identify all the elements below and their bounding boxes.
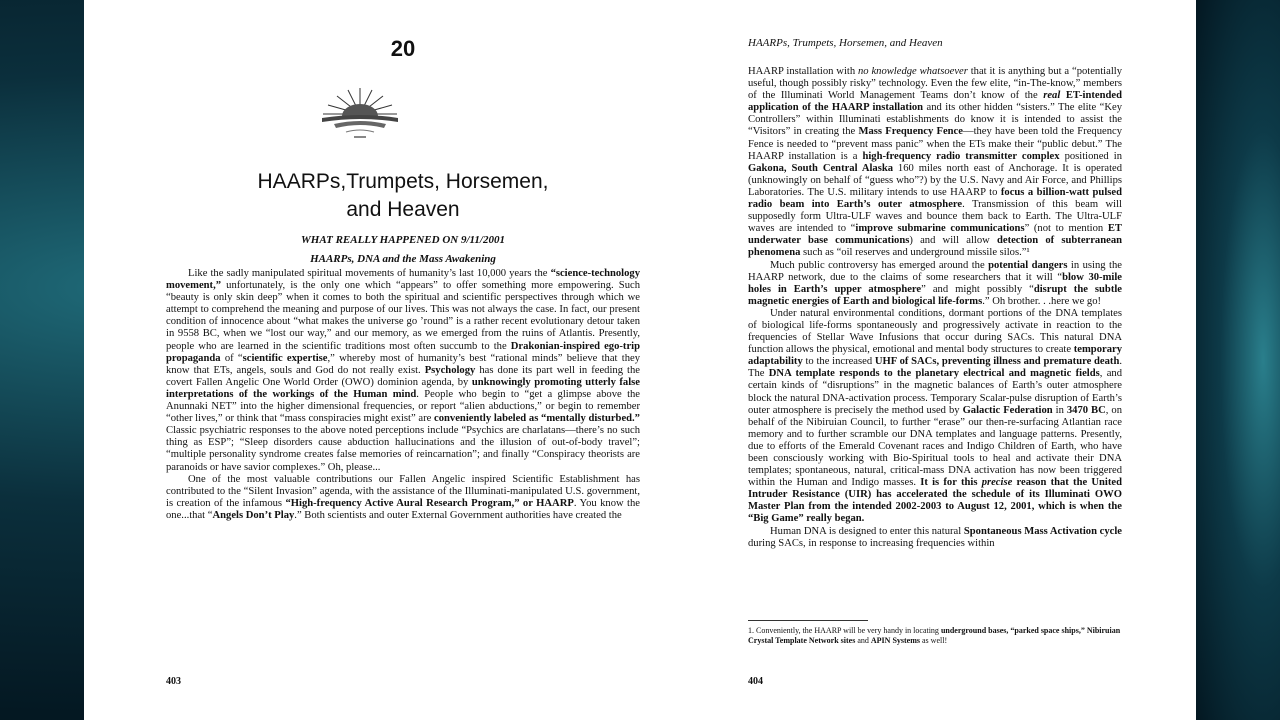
- background-right: [1196, 0, 1280, 720]
- running-head: HAARPs, Trumpets, Horsemen, and Heaven: [748, 37, 943, 49]
- paragraph: [748, 260, 1122, 308]
- paragraph: [748, 66, 1122, 260]
- chapter-title: [166, 168, 640, 224]
- right-body-text: [748, 66, 1122, 550]
- text-run: high-frequency radio transmitter complex: [862, 150, 1060, 162]
- text-run: disrupt the subtle magnetic energies of Earth and biological life-forms: [748, 283, 1122, 307]
- text-run: scientific expertise: [242, 352, 328, 364]
- text-run: Human DNA is designed to enter this natural: [770, 525, 964, 537]
- text-run: no knowledge whatsoever: [858, 66, 968, 77]
- text-run: to the increased: [802, 356, 875, 368]
- text-run: detection of subterranean phenomena: [748, 235, 1123, 259]
- text-run: HAARP installation with: [748, 66, 858, 77]
- text-run: Mass Frequency Fence: [858, 126, 963, 138]
- chapter-title-line1: HAARPs,Trumpets, Horsemen,: [257, 170, 549, 193]
- text-run: has done its part well in feeding the covert Fallen Angelic One World Order (OWO) dominion agenda, by: [166, 364, 640, 388]
- text-run: during SACs, in response to increasing frequencies within: [748, 537, 995, 549]
- text-run: ET-intended application of the HAARP installation: [748, 90, 1122, 114]
- text-run: Drakonian-inspired ego-trip propaganda: [166, 340, 640, 364]
- text-run: , on behalf of the Nibiruian Council, to further “erase” our then-re-surfacing Atlantian race memory and to further scramble our DNA templates and language patterns. Presently, due to efforts of the Emerald Covenant races and Indigo Children of Earth, who have been consciously working with Bio-Spiritual tools to heal and activate their DNA templates; spontaneous, natural, critical-mass DNA activation has now been triggered within the Human and Indigo masses.: [748, 404, 1123, 489]
- text-run: , and certain kinds of “disruptions” in the magnetic balances of Earth’s outer atmosphere block the natural DNA-activation process. Temporary Scalar-pulse disruption of Earth’s outer atmosphere is precisely the method used by: [748, 368, 1123, 416]
- text-run: reason that the United Intruder Resistance (UIR) has accelerated the schedule of its Illuminati OWO Master Plan from the intended 2002-2003 to August 12, 2001, which is when the “Big Game” really began.: [748, 477, 1122, 525]
- section-heading: WHAT REALLY HAPPENED ON 9/11/2001: [301, 234, 505, 246]
- text-run: APIN Systems: [870, 636, 920, 645]
- text-run: It is for this: [920, 477, 982, 489]
- footnote-divider: [748, 620, 868, 621]
- paragraph: [748, 308, 1122, 526]
- text-run: precise: [981, 477, 1013, 489]
- left-body-text: [166, 268, 640, 522]
- text-run: temporary adaptability: [748, 344, 1122, 368]
- text-run: as well!: [920, 636, 948, 645]
- text-run: in: [1052, 404, 1067, 416]
- text-run: such as “oil reserves and underground missile silos.”¹: [800, 247, 1030, 259]
- chapter-number: 20: [390, 36, 416, 61]
- text-run: Much public controversy has emerged around the: [770, 259, 989, 271]
- text-run: of “: [220, 352, 243, 364]
- page-number-right: 404: [748, 676, 763, 687]
- text-run: —they have been told the Frequency Fence is needed to “prevent mass panic” when the ETs make their “public debut.” The HAARP installation is a: [748, 126, 1122, 162]
- text-run: that it is anything but a “potentially useful, though possibly risky” technology. Even the few elite, “in-The-know,” members of the Illuminati World Management Teams don’t know of the: [748, 66, 1122, 102]
- text-run: Classic psychiatric responses to the above noted perceptions include “Psychics are charlatans—there’s no such thing as ESP”; “Sleep disorders cause abduction hallucinations and the illusion of out-of-body travel”; “multiple personality syndrome creates false memories of reincarnation”; and finally “Conspiracy theorists are paranoids or have savior complexes.” Oh, please...: [166, 425, 640, 473]
- text-run: . Transmission of this beam will supposedly form Ultra-ULF waves and bounce them back to Earth. The Ultra-ULF waves are intended to “: [748, 199, 1122, 235]
- footnote: [748, 626, 1122, 646]
- text-run: 1. Conveniently, the HAARP will be very handy in locating: [748, 626, 941, 635]
- text-run: ) and will allow: [909, 235, 997, 247]
- text-run: unknowingly promoting utterly false interpretations of the workings of the Human mind: [166, 376, 641, 400]
- chapter-title-line2: and Heaven: [346, 198, 460, 221]
- text-run: unfortunately, is the only one which “appears” to offer something more empowering. Such “beauty is only skin deep” when it comes to both the spiritual and scientific perspectives through which we attempt to comprehend the meaning and purpose of our lives. This was not always the case. In fact, our present condition of innocence about “what makes the universe go ’round” is a rather recent evolutionary detour taken in 9558 BC, when we “lost our way,” and our memory, as we emerged from the ruins of Atlantis. Presently, people who are learned in the scientific traditions most often succumb to the: [166, 280, 640, 352]
- text-run: One of the most valuable contributions our Fallen Angelic inspired Scientific Establishment has contributed to the “Silent Invasion” agenda, with the assistance of the Illuminati-manipulated U.S. government, is creation of the infamous: [166, 473, 640, 509]
- right-page: [748, 0, 1122, 720]
- text-run: ,” whereby most of humanity’s best “rational minds” believe that they know that ETs, angels, souls and God do not really exist.: [166, 352, 640, 376]
- text-run: real: [1043, 90, 1061, 102]
- text-run: DNA template responds to the planetary electrical and magnetic fields: [768, 368, 1100, 380]
- text-run: ” and might possibly “: [921, 283, 1034, 295]
- text-run: improve submarine communications: [855, 223, 1025, 235]
- text-run: Like the sadly manipulated spiritual movements of humanity’s last 10,000 years the: [188, 268, 551, 279]
- text-run: positioned in: [1059, 150, 1122, 162]
- text-run: blow 30-mile holes in Earth’s upper atmosphere: [748, 271, 1123, 295]
- text-run: 160 miles north east of Anchorage. It is operated (unknowingly on behalf of “guess who”?) by the U.S. Navy and Air Force, and Phillips Laboratories. The U.S. military intends to use HAARP to: [748, 162, 1123, 198]
- text-run: Psychology: [424, 364, 476, 376]
- text-run: focus a billion-watt pulsed radio beam into Earth’s outer atmosphere: [748, 186, 1122, 211]
- paragraph: [166, 268, 640, 474]
- text-run: “High-frequency Active Aural Research Program,” or HAARP: [285, 497, 574, 509]
- left-page: [166, 0, 640, 720]
- text-run: .” Both scientists and outer External Government authorities have created the: [294, 509, 622, 521]
- text-run: in using the HAARP network, due to the claims of some researchers that it will “: [748, 259, 1122, 283]
- text-run: Gakona, South Central Alaska: [748, 162, 894, 174]
- paragraph: [748, 526, 1122, 550]
- paragraph: [166, 474, 640, 522]
- text-run: ” (not to mention: [1024, 223, 1108, 235]
- text-run: . You know the one...that “: [166, 497, 641, 521]
- text-run: 3470 BC: [1066, 404, 1106, 416]
- text-run: underground bases, “parked space ships,” Nibiruian Crystal Template Network sites: [748, 626, 1121, 645]
- text-run: and its other hidden “sisters.” The elite “Key Controllers” within Illuminati establishments do know it is intended to assist the “Visitors” in creating the: [748, 102, 1122, 138]
- text-run: and: [855, 636, 871, 645]
- text-run: ET underwater base communications: [748, 223, 1122, 247]
- subheading: HAARPs, DNA and the Mass Awakening: [310, 253, 496, 265]
- text-run: Galactic Federation: [962, 404, 1053, 416]
- text-run: “science-technology movement,”: [166, 268, 640, 292]
- text-run: potential dangers: [988, 259, 1068, 271]
- text-run: Spontaneous Mass Activation cycle: [963, 525, 1122, 537]
- text-run: Angels Don’t Play: [212, 509, 295, 521]
- text-run: Under natural environmental conditions, dormant portions of the DNA templates of biological life-forms spontaneously and progressively activate in reaction to the frequencies of Stellar Wave Infusions that occur during SACs. This natural DNA function allows the physical, emotional and mental body structures to create: [748, 307, 1122, 356]
- book-spread: [84, 0, 1196, 720]
- sunrise-emblem-icon: [320, 84, 400, 144]
- page-number-left: 403: [166, 676, 181, 687]
- text-run: . People who begin to “get a glimpse above the Anunnaki NET” into the higher dimensional frequencies, or report “alien abductions,” or begin to remember “other lives,” or think that “mass conspiracies might exist” are: [166, 388, 641, 425]
- text-run: . The: [748, 356, 1122, 380]
- text-run: .” Oh brother. . .here we go!: [982, 295, 1102, 307]
- text-run: conveniently labeled as “mentally disturbed.”: [434, 413, 640, 425]
- text-run: UHF of SACs, preventing illness and premature death: [874, 356, 1120, 368]
